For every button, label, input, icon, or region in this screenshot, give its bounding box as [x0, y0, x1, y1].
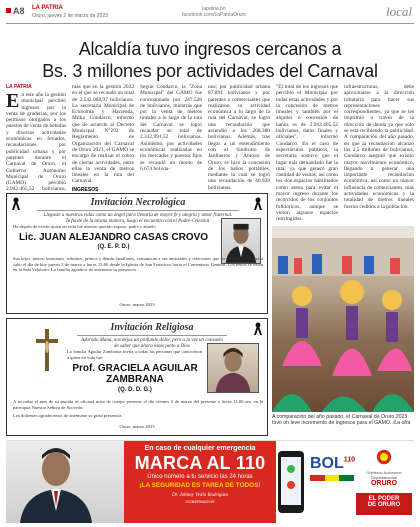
ad-line-service: Único número a tu servicio las 24 horas: [147, 474, 253, 480]
bol-flag-stripe-icon: [310, 475, 354, 481]
governor-photo: [6, 441, 124, 523]
site-links: lapatria.bo facebook.com/LaPatriaOruro: [182, 6, 246, 18]
obituary-quote: Llegaste a nuestras vidas como un ángel para llenarla de mayor fe y alegría y amor fraternal. Te fuiste de la misma manera, luego el encuentro con el Padre Celestial.: [43, 213, 233, 224]
article-column-3: Según Condarco, la "Zona Municipal" del GAMO fue concesionada por 247.528 de bolivianos, mientras que por la venta de metros lineales a lo largo de la ruta del Carnaval se logró recaudar un total de 2.332.991,52 bolivianos. Asimismo, por actividades económicas realizadas en los mercados y puestos fijos se recaudó un monto de 6.674 bolivia-: [140, 84, 202, 172]
bol-logo: BOL$^{110}$: [310, 455, 356, 472]
obituary-intro: Ha dejado de existir quien en vida fue nuestro querido esposo, padre y abuelo: [13, 224, 156, 229]
obituary-footer: Oruro, marzo 2023: [119, 302, 155, 307]
article-title: Alcaldía tuvo ingresos cercanos a Bs. 3 millones por actividades del Carnaval: [42, 39, 378, 81]
carnival-dancers-image: [272, 226, 414, 412]
ad-line-emergency: En caso de cualquier emergencia: [144, 445, 256, 452]
deceased-name: Lic. JUAN ALEJANDRO CASAS CROVO: [18, 232, 209, 243]
obituary-heading: Invitación Necrológica: [90, 197, 186, 208]
ad-tagline: EL PODER DE ORURO: [356, 493, 412, 515]
obituary-intro: La familia Aguilar Zambrana invita a todas las personas que conocieron a quien en vida fue:: [67, 349, 202, 360]
article-column-6: infraestructuras, debe aproximarse a la dirección tributaria para hacer sus representaciones correspondientes, ya que se les imprimió a través de la dirección de deuda ya que sólo se está recibiendo la publicidad. A comparación del año pasado, en que la recaudación alcanzó los 2,5 millones de bolivianos, Condarco aseguró que existió mayor movimiento económico, llegando a generar una importante recaudación económica, así como un mayor influencia de comerciantes, más actividades económicas y la totalidad de metros lineales fueron cedidos a la población.: [344, 84, 414, 210]
ad-signature-role: GOBERNADOR: [185, 499, 215, 504]
government-crest-icon: [376, 449, 392, 465]
article-column-4: nos; por publicidad urbana 87.891 bolivianos y por patentes a comerciantes que realizaron su actividad económica a lo largo de la ruta del Carnaval, se logró una recaudación que ascendió a los 268.380 bolivianos. Además, tras llegar a un entendimiento con el Sindicato de Jardineros y Anexos de Oruro, se hizo la concesión de los baños portátiles, mediante la cual se logró una recaudación de 40.928 bolivianos.: [208, 84, 270, 191]
phone-icon: [276, 449, 306, 515]
carnival-photo: [272, 226, 414, 412]
photo-caption: A comparación del año pasado, el Carnaval de Oruro 2023 tuvo un leve incremento de ingresos para el GAMO. /La otra: [272, 414, 411, 427]
crucifix-icon: [33, 327, 61, 373]
article-column-5: "El total de los ingresos que percibió el Municipio por todas estas actividades y por la concesión de metros lineales y también por el alquiler o concesión de baños es de 2.942.465,52 bolivianos, datos finales y oficiales", informó Condarco. En el caso de espectáculos públicos, la secretaria sostuvo que el lugar más demandado fue la ruta, ya que generó gran cantidad de visitas, así como los dos espacios habilitados como arena para evitar el mayor ingreso durante los recorridos de los conjuntos folklóricos, aunque se vieron algunos espacios restringidos.: [276, 84, 338, 223]
page-number: A8: [6, 6, 25, 16]
emergency-advertisement: [6, 440, 414, 522]
portrait-silhouette-icon: [208, 344, 258, 392]
section-label: local: [386, 4, 412, 19]
obituary-footer: Oruro, marzo 2023: [119, 424, 155, 429]
mourning-ribbon-icon: [251, 196, 265, 212]
article-column-1: LA PATRIA E n este año la gestión municipal percibió ingresos por la venta de graderías, por los permisos otorgados a los puestos de venta de bebidas y diversas actividades económicas en feriados, recaudaciones por publicidad urbana y por patentes durante el Carnaval de Oruro, el Gobierno Autónomo Municipal de Oruro (GAMO) percibió 2.942.465,52 bolivianos,: [6, 84, 66, 193]
obituary-heading: Invitación Religiosa: [110, 322, 194, 333]
drop-cap: E: [6, 90, 20, 112]
mourning-ribbon-icon: [251, 321, 265, 337]
obituary-quote: Adorado Manú, nos dejas un profundo dolor, pero a la vez un consuelo de saber que ahora estás junto a Dios: [80, 338, 224, 349]
ad-headline: MARCA AL 110: [134, 453, 266, 473]
deceased-portrait: [207, 343, 259, 393]
ad-red-band: [124, 441, 276, 523]
obituary-religiosa: [6, 318, 268, 436]
ad-line-security: ¡LA SEGURIDAD ES TAREA DE TODOS!: [139, 482, 261, 489]
edition-date: Oruro, jueves 2 de marzo de 2023: [32, 13, 108, 19]
page-header: [6, 4, 414, 24]
governor-silhouette-icon: [6, 441, 124, 523]
deceased-initials: (Q. D. D. G.): [118, 387, 152, 393]
deceased-initials: (Q. E. P. D.): [97, 244, 130, 250]
newspaper-logo: LA PATRIA: [32, 5, 63, 11]
ad-signature: Dr. Johnny Vedia Rodríguez: [171, 493, 229, 498]
gobernacion-logo: Gobierno Autónomo Departamental ORURO: [356, 449, 412, 487]
article-column-2: más que en la gestión 2022 en el que se recaudó un total de 2.542.068,97 bolivianos. La secretaria Municipal de Economía y Hacienda, Milka Condarco, informó que de acuerdo al Decreto Municipal N°292 de Reglamento de Organización del Carnaval de Oruro 2023, el GAMO se encargó de realizar el cobro de ciertas actividades, entre ellas la venta de metros lineales en la ruta del Carnaval. INGRESOS: [72, 84, 134, 193]
obituary-necrologica: [6, 193, 268, 314]
deceased-name: Prof. GRACIELA AGUILAR ZAMBRANA: [72, 363, 198, 385]
byline: LA PATRIA: [6, 84, 32, 90]
obituary-thanks: Los dolientes agradecemos de antemano su grata presencia.: [13, 413, 123, 418]
mourning-ribbon-icon: [9, 196, 23, 212]
obituary-body: Sus hijos, nietos, hermanos, sobrinos, primos y demás familiares, comunican a sus amistades y relaciones que su entierro se llevará a cabo el día de hoy jueves 2 de marzo a horas 15:00 desde la Iglesia de San Francisco hacia el Cementerio General. Los restos se velan en la Sala Velatorio. La familia agradece de antemano su presencia.: [13, 256, 263, 273]
obituary-body: A recordar el mes de su partida se oficiará misa de cuerpo presente el día viernes 3 de marzo del presente a horas 11:00 am. en la parroquia Nuestra Señora de Socavón.: [13, 399, 263, 410]
subheading: INGRESOS: [72, 186, 99, 193]
